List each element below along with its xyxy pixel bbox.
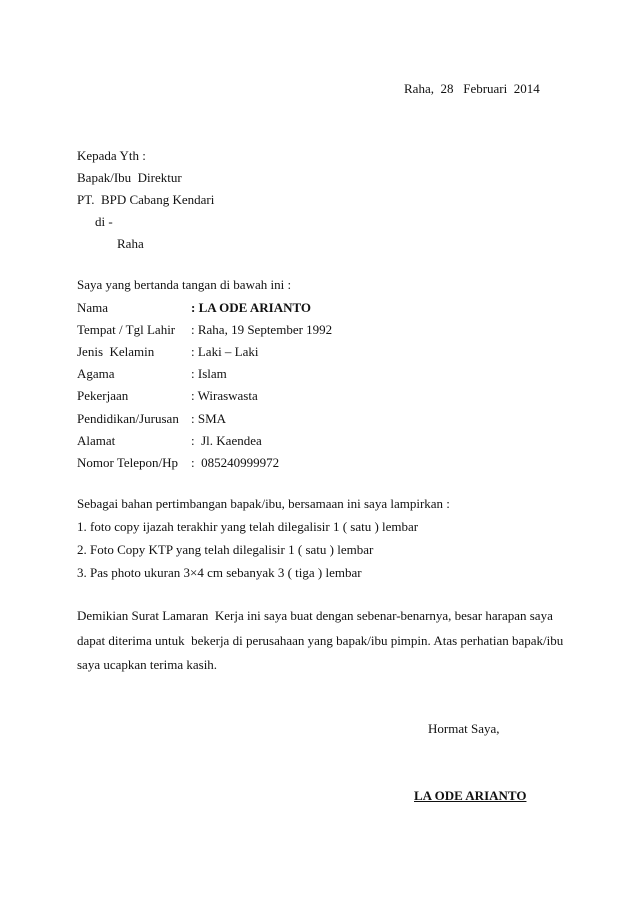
field-value-pekerjaan: : Wiraswasta [191,388,258,403]
field-value-nama: : LA ODE ARIANTO [191,300,312,315]
attachment-item-1: 1. foto copy ijazah terakhir yang telah dilegalisir 1 ( satu ) lembar [77,519,419,534]
field-label-agama: Agama [77,366,115,381]
place-date: Raha, 28 Februari 2014 [404,81,540,96]
field-value-pendidikan: : SMA [191,411,227,426]
recipient-line-5: Raha [117,236,144,251]
closing-line-1: Demikian Surat Lamaran Kerja ini saya buat dengan sebenar-benarnya, besar harapan saya [77,608,553,623]
attachment-item-2: 2. Foto Copy KTP yang telah dilegalisir 1 ( satu ) lembar [77,542,374,557]
field-label-pendidikan: Pendidikan/Jurusan [77,411,179,426]
field-label-pekerjaan: Pekerjaan [77,388,129,403]
field-label-alamat: Alamat [77,433,116,448]
field-value-tempat-tgl-lahir: : Raha, 19 September 1992 [191,322,333,337]
field-value-telepon: : 085240999972 [191,455,280,470]
attachments-intro: Sebagai bahan pertimbangan bapak/ibu, bersamaan ini saya lampirkan : [77,496,450,511]
attachment-item-3: 3. Pas photo ukuran 3×4 cm sebanyak 3 ( tiga ) lembar [77,565,362,580]
field-label-jenis-kelamin: Jenis Kelamin [77,344,155,359]
field-label-telepon: Nomor Telepon/Hp [77,455,179,470]
signature-name: LA ODE ARIANTO [414,788,527,803]
recipient-line-3: PT. BPD Cabang Kendari [77,192,215,207]
field-value-agama: : Islam [191,366,227,381]
intro-text: Saya yang bertanda tangan di bawah ini : [77,277,292,292]
recipient-line-2: Bapak/Ibu Direktur [77,170,182,185]
field-value-alamat: : Jl. Kaendea [191,433,262,448]
field-value-jenis-kelamin: : Laki – Laki [191,344,259,359]
recipient-line-1: Kepada Yth : [77,148,146,163]
closing-line-3: saya ucapkan terima kasih. [77,657,218,672]
closing-line-2: dapat diterima untuk bekerja di perusahaan yang bapak/ibu pimpin. Atas perhatian bapak/ibu [77,633,564,648]
field-label-nama: Nama [77,300,109,315]
regards-text: Hormat Saya, [428,721,500,736]
recipient-line-4: di - [95,214,113,229]
field-label-tempat-tgl-lahir: Tempat / Tgl Lahir [77,322,176,337]
